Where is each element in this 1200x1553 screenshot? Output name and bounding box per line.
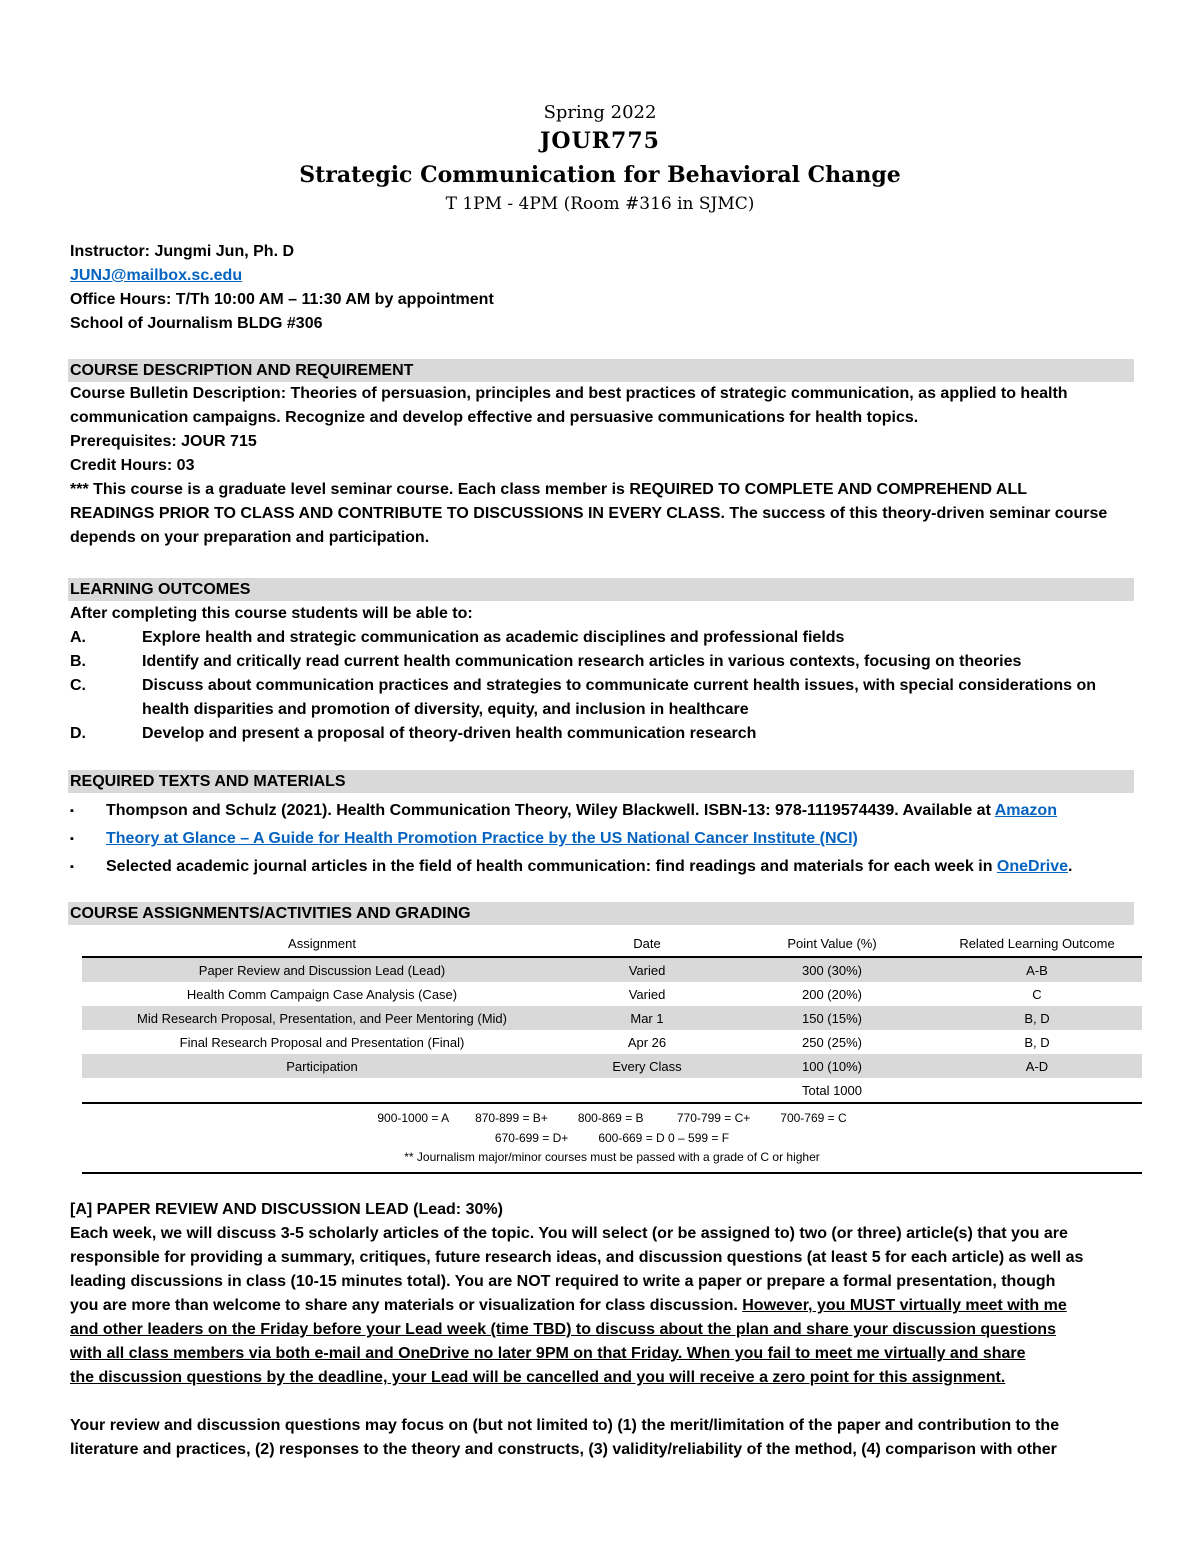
- description-line: Course Bulletin Description: Theories of persuasion, principles and best practices of strategic communication, as applied to health: [70, 385, 1068, 402]
- course-description-body: [70, 382, 1135, 550]
- paper-review-emphasis: with all class members via both e-mail and OneDrive no later 9PM on that Friday. When you fail to meet me virtually and share: [70, 1345, 1026, 1362]
- bullet-icon: ▪: [70, 833, 74, 845]
- course-code: JOUR775: [540, 128, 660, 154]
- column-header: Point Value (%): [732, 930, 932, 957]
- paper-review-line: literature and practices, (2) responses to the theory and constructs, (3) validity/reliability of the method, (4) comparison with other: [70, 1441, 1057, 1458]
- paper-review-line: responsible for providing a summary, critiques, future research ideas, and discussion questions (at least 5 for each article) as well as: [70, 1249, 1084, 1266]
- instructor-info: [70, 240, 1135, 336]
- grading-heading: COURSE ASSIGNMENTS/ACTIVITIES AND GRADING: [68, 902, 1134, 925]
- paper-review-emphasis: and other leaders on the Friday before your Lead week (time TBD) to discuss about the plan and share your discussion questions: [70, 1321, 1056, 1338]
- outcome-item: [70, 674, 1135, 698]
- description-line: communication campaigns. Recognize and develop effective and persuasive communications for health topics.: [70, 409, 919, 426]
- instructor-email-link[interactable]: JUNJ@mailbox.sc.edu: [70, 267, 243, 284]
- grade-scale-line: 900-1000 = A 870-899 = B+ 800-869 = B 770-799 = C+ 700-769 = C: [377, 1111, 847, 1125]
- paper-review-line: Each week, we will discuss 3-5 scholarly articles of the topic. You will select (or be assigned to) two (or three) article(s) that you are: [70, 1225, 1068, 1242]
- points-cell: 300 (30%): [732, 957, 932, 982]
- assignment-cell: Health Comm Campaign Case Analysis (Case): [186, 986, 458, 1002]
- outcome-marker: C.: [70, 677, 86, 694]
- assignment-cell: Mid Research Proposal, Presentation, and Peer Mentoring (Mid): [82, 1006, 562, 1030]
- outcome-text: Explore health and strategic communication as academic disciplines and professional fields: [142, 629, 845, 646]
- assignment-cell: Final Research Proposal and Presentation (Final): [179, 1034, 465, 1050]
- outcome-cell: C: [1032, 986, 1042, 1002]
- bullet-icon: ▪: [70, 805, 74, 817]
- bullet-icon: ▪: [70, 861, 74, 873]
- text-item: [70, 797, 1135, 825]
- outcome-text: health disparities and promotion of diversity, equity, and inclusion in healthcare: [142, 701, 749, 718]
- table-row: [82, 1054, 1142, 1078]
- points-cell: 100 (10%): [732, 1054, 932, 1078]
- paper-review-line: [70, 1294, 1135, 1318]
- onedrive-link[interactable]: OneDrive: [996, 858, 1069, 875]
- outcome-marker: A.: [70, 629, 86, 646]
- outcome-cell: A-B: [932, 957, 1142, 982]
- learning-outcomes-heading: LEARNING OUTCOMES: [68, 578, 1134, 601]
- credit-hours: Credit Hours: 03: [70, 457, 195, 474]
- paper-review-emphasis: the discussion questions by the deadline, your Lead will be cancelled and you will receive a zero point for this assignment.: [70, 1369, 1006, 1386]
- required-texts-list: [70, 797, 1135, 881]
- period: .: [1068, 858, 1073, 875]
- table-row: [82, 957, 1142, 982]
- outcome-item: [70, 722, 1135, 746]
- text-item-desc: Thompson and Schulz (2021). Health Communication Theory, Wiley Blackwell. ISBN-13: 978-1119574439. Available at: [106, 802, 995, 819]
- text-item: [70, 825, 1135, 853]
- table-bottom-rule: [82, 1172, 1142, 1174]
- paper-review-emphasis: However, you MUST virtually meet with me: [742, 1297, 1067, 1314]
- outcome-item: [70, 650, 1135, 674]
- paper-review-section: [70, 1198, 1135, 1462]
- table-row: [82, 982, 1142, 1006]
- paper-review-line: Your review and discussion questions may focus on (but not limited to) (1) the merit/limitation of the paper and contribution to the: [70, 1417, 1060, 1434]
- outcome-item: [70, 626, 1135, 650]
- grade-note: ** Journalism major/minor courses must be passed with a grade of C or higher: [404, 1150, 820, 1164]
- prerequisites: Prerequisites: JOUR 715: [70, 433, 257, 450]
- paper-review-text: you are more than welcome to share any materials or visualization for class discussion.: [70, 1297, 743, 1314]
- course-title: Strategic Communication for Behavioral Change: [299, 162, 901, 188]
- description-line: depends on your preparation and participation.: [70, 529, 430, 546]
- theory-at-glance-link[interactable]: Theory at Glance – A Guide for Health Promotion Practice by the US National Cancer Institute (NCI): [106, 830, 858, 847]
- points-cell: 150 (15%): [732, 1006, 932, 1030]
- assignment-cell: Participation: [82, 1054, 562, 1078]
- description-line: *** This course is a graduate level seminar course. Each class member is REQUIRED TO COMPLETE AND COMPREHEND ALL: [70, 481, 1028, 498]
- date-cell: Every Class: [562, 1054, 732, 1078]
- date-cell: Mar 1: [562, 1006, 732, 1030]
- outcome-text: Develop and present a proposal of theory-driven health communication research: [142, 725, 757, 742]
- outcome-cell: A-D: [932, 1054, 1142, 1078]
- outcome-cell: B, D: [932, 1006, 1142, 1030]
- column-header: Assignment: [82, 930, 562, 957]
- outcome-item-continued: [70, 698, 1135, 722]
- table-row: [82, 1030, 1142, 1054]
- outcome-cell: B, D: [1024, 1034, 1050, 1050]
- assignment-cell: Paper Review and Discussion Lead (Lead): [82, 957, 562, 982]
- table-row: [82, 1006, 1142, 1030]
- description-line: READINGS PRIOR TO CLASS AND CONTRIBUTE TO DISCUSSIONS IN EVERY CLASS. The success of this theory-driven seminar course: [70, 505, 1108, 522]
- text-item: [70, 853, 1135, 881]
- total-row: [82, 1078, 1142, 1103]
- date-cell: Varied: [562, 957, 732, 982]
- paper-review-heading: [A] PAPER REVIEW AND DISCUSSION LEAD (Lead: 30%): [70, 1201, 503, 1218]
- grade-scale-line: 670-699 = D+ 600-669 = D 0 – 599 = F: [494, 1131, 730, 1145]
- outcome-text: Identify and critically read current health communication research articles in various contexts, focusing on theories: [142, 653, 1022, 670]
- date-cell: Varied: [628, 986, 666, 1002]
- table-header-row: [82, 930, 1142, 957]
- points-cell: 250 (25%): [802, 1034, 862, 1050]
- outcome-marker: B.: [70, 653, 86, 670]
- total-points: Total 1000: [732, 1078, 932, 1103]
- learning-outcomes-intro: After completing this course students will be able to:: [70, 605, 473, 622]
- meeting-time: T 1PM - 4PM (Room #316 in SJMC): [445, 194, 755, 214]
- date-cell: Apr 26: [627, 1034, 667, 1050]
- learning-outcomes-list: [70, 602, 1135, 746]
- amazon-link[interactable]: Amazon: [994, 802, 1057, 819]
- outcome-marker: D.: [70, 725, 86, 742]
- outcome-text: Discuss about communication practices and strategies to communicate current health issues, with special considerations on: [142, 677, 1097, 694]
- semester: Spring 2022: [543, 102, 657, 123]
- office-hours: Office Hours: T/Th 10:00 AM – 11:30 AM by appointment: [70, 291, 494, 308]
- required-texts-heading: REQUIRED TEXTS AND MATERIALS: [68, 770, 1134, 793]
- course-description-heading: COURSE DESCRIPTION AND REQUIREMENT: [68, 359, 1134, 382]
- paper-review-line: leading discussions in class (10-15 minutes total). You are NOT required to write a paper or prepare a formal presentation, though: [70, 1273, 1056, 1290]
- column-header: Date: [562, 930, 732, 957]
- text-item-desc: Selected academic journal articles in the field of health communication: find readings and materials for each week in: [106, 858, 997, 875]
- instructor-name: Instructor: Jungmi Jun, Ph. D: [70, 243, 295, 260]
- office-location: School of Journalism BLDG #306: [70, 315, 323, 332]
- points-cell: 200 (20%): [802, 986, 862, 1002]
- grading-table: [82, 930, 1142, 1104]
- column-header: Related Learning Outcome: [932, 930, 1142, 957]
